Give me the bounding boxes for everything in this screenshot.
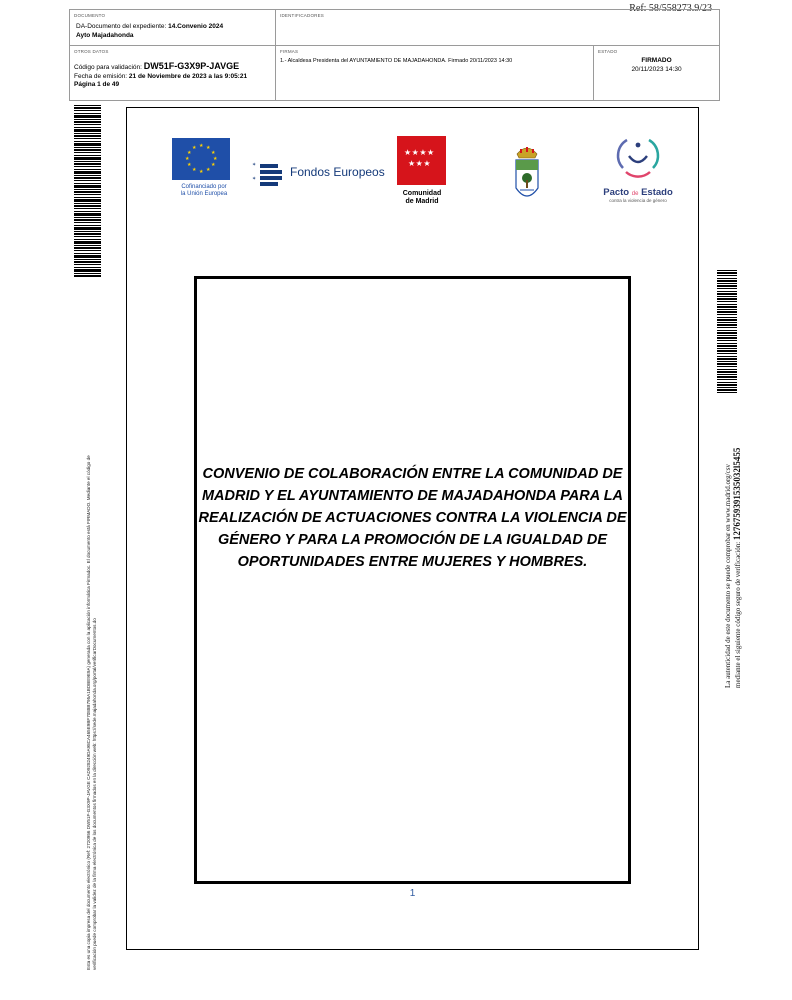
- emission-date-prefix: Fecha de emisión:: [74, 73, 129, 80]
- left-barcode: [74, 105, 101, 277]
- validation-code: DW51F-G3X9P-JAVGE: [143, 61, 240, 71]
- documento-label: DOCUMENTO: [74, 13, 106, 18]
- fondos-europeos-text: Fondos Europeos: [290, 165, 385, 179]
- comunidad-madrid-logo: [397, 136, 449, 206]
- document-title: CONVENIO DE COLABORACIÓN ENTRE LA COMUNIDAD DE MADRID Y EL AYUNTAMIENTO DE MAJADAHONDA PARA LA REALIZACIÓN DE ACTUACIONES CONTRA LA VIOLENCIA DE GÉNERO Y PARA LA PROMOCIÓN DE LA IGUALDAD DE OPORTUNIDADES ENTRE MUJERES Y HOMBRES.: [198, 466, 627, 570]
- estado-label: ESTADO: [598, 49, 618, 54]
- right-verification-prefix: mediante el siguiente código seguro de verificación:: [733, 540, 742, 688]
- page-count: Página 1 de 49: [74, 81, 120, 88]
- pacto-de-word: de: [631, 191, 639, 197]
- left-verification-line-1: Esta es una copia impresa del documento electrónico (Ref: 2720956 DW51F-G3X9P-JAVGE CAD928249DA98CA465E9BF7088B795A1BDBE9E9A) generada con la aplicación informática Firmadoc. El documento está FIRMADO. Mediante el código de: [86, 455, 91, 970]
- pacto-estado-logo: [597, 134, 679, 203]
- left-verification-line-2: verificación puede comprobar la validez de la firma electrónica de los documentos firmados en la dirección web: https://sede.majadahonda.org/portal/verificarDocumentos.do: [92, 618, 97, 970]
- csv-code: 1276759391535032l5455: [731, 447, 742, 541]
- validation-line: [74, 61, 239, 71]
- eu-caption-line-1: Cofinanciado por: [181, 184, 227, 190]
- pacto-estado-icon: [613, 134, 663, 180]
- comunidad-madrid-caption: [397, 190, 447, 206]
- pacto-estado-title: [597, 187, 679, 198]
- majadahonda-coat-of-arms-icon: [511, 144, 543, 209]
- page-number: 1: [409, 888, 416, 899]
- estado-date: 20/11/2023 14:30: [631, 66, 682, 73]
- otros-datos-label: OTROS DATOS: [74, 49, 109, 54]
- estado-cell: [594, 46, 719, 100]
- eu-flag-icon: ★ ★ ★ ★ ★ ★ ★ ★ ★ ★ ★ ★: [172, 138, 230, 180]
- documento-line: [76, 23, 223, 30]
- left-verification-text: [86, 300, 122, 970]
- identificadores-cell: [276, 10, 719, 46]
- documento-org: Ayto Majadahonda: [76, 32, 134, 39]
- document-header-table: [69, 9, 720, 101]
- estado-value: FIRMADO: [641, 57, 672, 64]
- eu-caption-line-2: la Unión Europea: [180, 191, 228, 197]
- right-verification-text: [724, 388, 754, 688]
- emission-date-value: 21 de Noviembre de 2023 a las 9:05:21: [128, 73, 248, 80]
- identificadores-label: IDENTIFICADORES: [280, 13, 325, 18]
- pacto-estado-subtitle: contra la violencia de género: [609, 198, 667, 203]
- eu-logo: [172, 138, 233, 198]
- otros-datos-cell: [70, 46, 276, 100]
- validation-prefix: Código para validación:: [74, 64, 144, 71]
- comunidad-madrid-caption-1: Comunidad: [402, 190, 442, 197]
- firmas-label: FIRMAS: [280, 49, 299, 54]
- right-verification-line-2: [733, 388, 743, 688]
- estado-word: Estado: [641, 187, 673, 198]
- pacto-word: Pacto: [603, 187, 630, 198]
- firmas-text: 1.- Alcaldesa Presidenta del AYUNTAMIENTO DE MAJADAHONDA. Firmado 20/11/2023 14:30: [280, 58, 513, 64]
- eu-caption: [172, 184, 236, 198]
- reference-number: Ref: 58/558273.9/23: [629, 3, 712, 14]
- documento-value: 14.Convenio 2024: [168, 23, 224, 30]
- firmas-cell: [276, 46, 594, 100]
- document-page: [126, 107, 699, 950]
- right-barcode: [717, 270, 737, 395]
- fondos-europeos-logo: [252, 158, 387, 186]
- fondos-europeos-icon: ✶ ✶: [252, 162, 282, 184]
- comunidad-madrid-stars-icon: ★★★★ ★★★: [397, 136, 446, 185]
- emission-date-line: [74, 73, 247, 80]
- comunidad-madrid-caption-2: de Madrid: [405, 198, 439, 205]
- title-box: [194, 276, 631, 884]
- documento-prefix: DA-Documento del expediente:: [76, 23, 169, 30]
- right-verification-line-1: La autenticidad de este documento se puede comprobar en www.madrid.org/csv: [724, 464, 732, 688]
- documento-cell: [70, 10, 276, 46]
